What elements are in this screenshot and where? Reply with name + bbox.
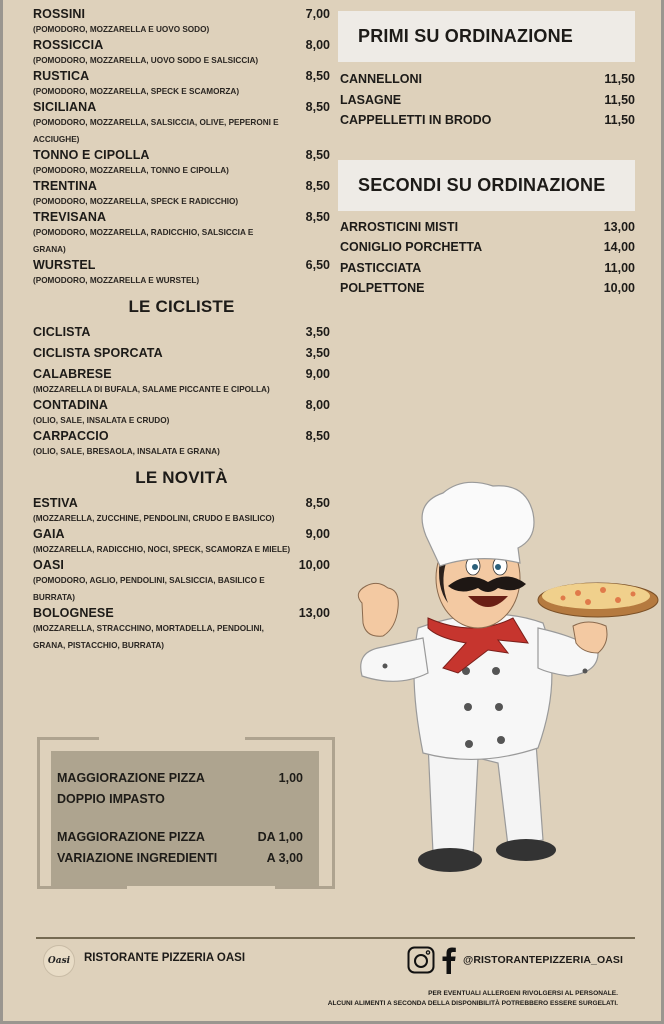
menu-item: CALABRESE 9,00 <box>33 367 330 381</box>
section-title-primi: PRIMI SU ORDINAZIONE <box>338 11 635 62</box>
chef-illustration <box>348 478 663 883</box>
secondi-list <box>338 217 635 299</box>
menu-item: SICILIANA 8,50 <box>33 100 330 114</box>
menu-page <box>3 0 661 1021</box>
left-column <box>33 7 330 654</box>
frame-corner <box>37 737 99 740</box>
item-description: (MOZZARELLA DI BUFALA, SALAME PICCANTE E CIPOLLA) <box>33 385 270 394</box>
section-title-cicliste: LE CICLISTE <box>128 297 235 316</box>
restaurant-logo: Oasi <box>43 945 75 977</box>
menu-item: OASI 10,00 <box>33 558 330 572</box>
cicliste-list <box>33 325 330 460</box>
menu-item: TRENTINA 8,50 <box>33 179 330 193</box>
supplement-row: DOPPIO IMPASTO <box>57 791 165 806</box>
item-description: (MOZZARELLA, STRACCHINO, MORTADELLA, PENDOLINI, GRANA, PISTACCHIO, BURRATA) <box>33 624 264 650</box>
item-description: (POMODORO, MOZZARELLA, SALSICCIA, OLIVE, PEPERONI E ACCIUGHE) <box>33 118 279 144</box>
section-title-secondi: SECONDI SU ORDINAZIONE <box>338 160 635 211</box>
item-description: (MOZZARELLA, RADICCHIO, NOCI, SPECK, SCAMORZA E MIELE) <box>33 545 291 554</box>
menu-item: POLPETTONE 10,00 <box>340 281 635 296</box>
item-description: (OLIO, SALE, INSALATA E CRUDO) <box>33 416 170 425</box>
menu-item: TONNO E CIPOLLA 8,50 <box>33 148 330 162</box>
menu-item: ESTIVA 8,50 <box>33 496 330 510</box>
restaurant-name: RISTORANTE PIZZERIA OASI <box>84 952 246 964</box>
menu-item: CONIGLIO PORCHETTA 14,00 <box>340 240 635 255</box>
item-description: (POMODORO, MOZZARELLA, TONNO E CIPOLLA) <box>33 166 229 175</box>
menu-item: WURSTEL 6,50 <box>33 258 330 272</box>
pizza-list <box>33 7 330 289</box>
menu-item: RUSTICA 8,50 <box>33 69 330 83</box>
primi-list <box>338 69 635 131</box>
item-description: (POMODORO, MOZZARELLA, SPECK E SCAMORZA) <box>33 87 240 96</box>
item-description: (POMODORO, MOZZARELLA E UOVO SODO) <box>33 25 210 34</box>
menu-item: ROSSINI 7,00 <box>33 7 330 21</box>
frame-corner <box>332 737 335 889</box>
frame-corner <box>245 737 335 740</box>
menu-item: CAPPELLETTI IN BRODO 11,50 <box>340 113 635 128</box>
footer-divider <box>36 937 635 939</box>
item-description: (POMODORO, MOZZARELLA, RADICCHIO, SALSICCIA E GRANA) <box>33 228 254 254</box>
frame-corner <box>275 886 335 889</box>
social-links <box>407 946 623 974</box>
frame-corner <box>37 737 40 889</box>
supplement-row: MAGGIORAZIONE PIZZA DA 1,00 <box>57 829 303 844</box>
supplement-row: VARIAZIONE INGREDIENTI A 3,00 <box>57 850 303 865</box>
instagram-icon[interactable] <box>407 946 435 974</box>
item-description: (POMODORO, MOZZARELLA, SPECK E RADICCHIO) <box>33 197 239 206</box>
right-column <box>338 11 635 299</box>
spacer <box>57 809 303 826</box>
menu-item: TREVISANA 8,50 <box>33 210 330 224</box>
item-description: (OLIO, SALE, BRESAOLA, INSALATA E GRANA) <box>33 447 220 456</box>
menu-item: CICLISTA 3,50 <box>33 325 330 339</box>
menu-item: ARROSTICINI MISTI 13,00 <box>340 219 635 234</box>
menu-item: CICLISTA SPORCATA 3,50 <box>33 346 330 360</box>
menu-item: PASTICCIATA 11,00 <box>340 260 635 275</box>
menu-item: LASAGNE 11,50 <box>340 92 635 107</box>
supplement-row: MAGGIORAZIONE PIZZA 1,00 <box>57 770 303 785</box>
menu-item: CANNELLONI 11,50 <box>340 72 635 87</box>
menu-item: CARPACCIO 8,50 <box>33 429 330 443</box>
menu-item: BOLOGNESE 13,00 <box>33 606 330 620</box>
item-description: (POMODORO, MOZZARELLA, UOVO SODO E SALSICCIA) <box>33 56 259 65</box>
menu-item: ROSSICCIA 8,00 <box>33 38 330 52</box>
facebook-icon[interactable] <box>441 946 457 974</box>
supplement-box <box>51 751 319 886</box>
item-description: (POMODORO, MOZZARELLA E WURSTEL) <box>33 276 200 285</box>
novita-list <box>33 496 330 654</box>
menu-item: GAIA 9,00 <box>33 527 330 541</box>
disclaimer: PER EVENTUALI ALLERGENI RIVOLGERSI AL PERSONALE. ALCUNI ALIMENTI A SECONDA DELLA DISPONIBILITÀ POTREBBERO ESSERE SURGELATI. <box>327 990 618 1007</box>
item-description: (MOZZARELLA, ZUCCHINE, PENDOLINI, CRUDO E BASILICO) <box>33 514 275 523</box>
item-description: (POMODORO, AGLIO, PENDOLINI, SALSICCIA, BASILICO E BURRATA) <box>33 576 265 602</box>
section-title-novita: LE NOVITÀ <box>135 468 228 487</box>
social-handle[interactable]: @RISTORANTEPIZZERIA_OASI <box>463 954 624 966</box>
menu-item: CONTADINA 8,00 <box>33 398 330 412</box>
frame-corner <box>37 886 127 889</box>
